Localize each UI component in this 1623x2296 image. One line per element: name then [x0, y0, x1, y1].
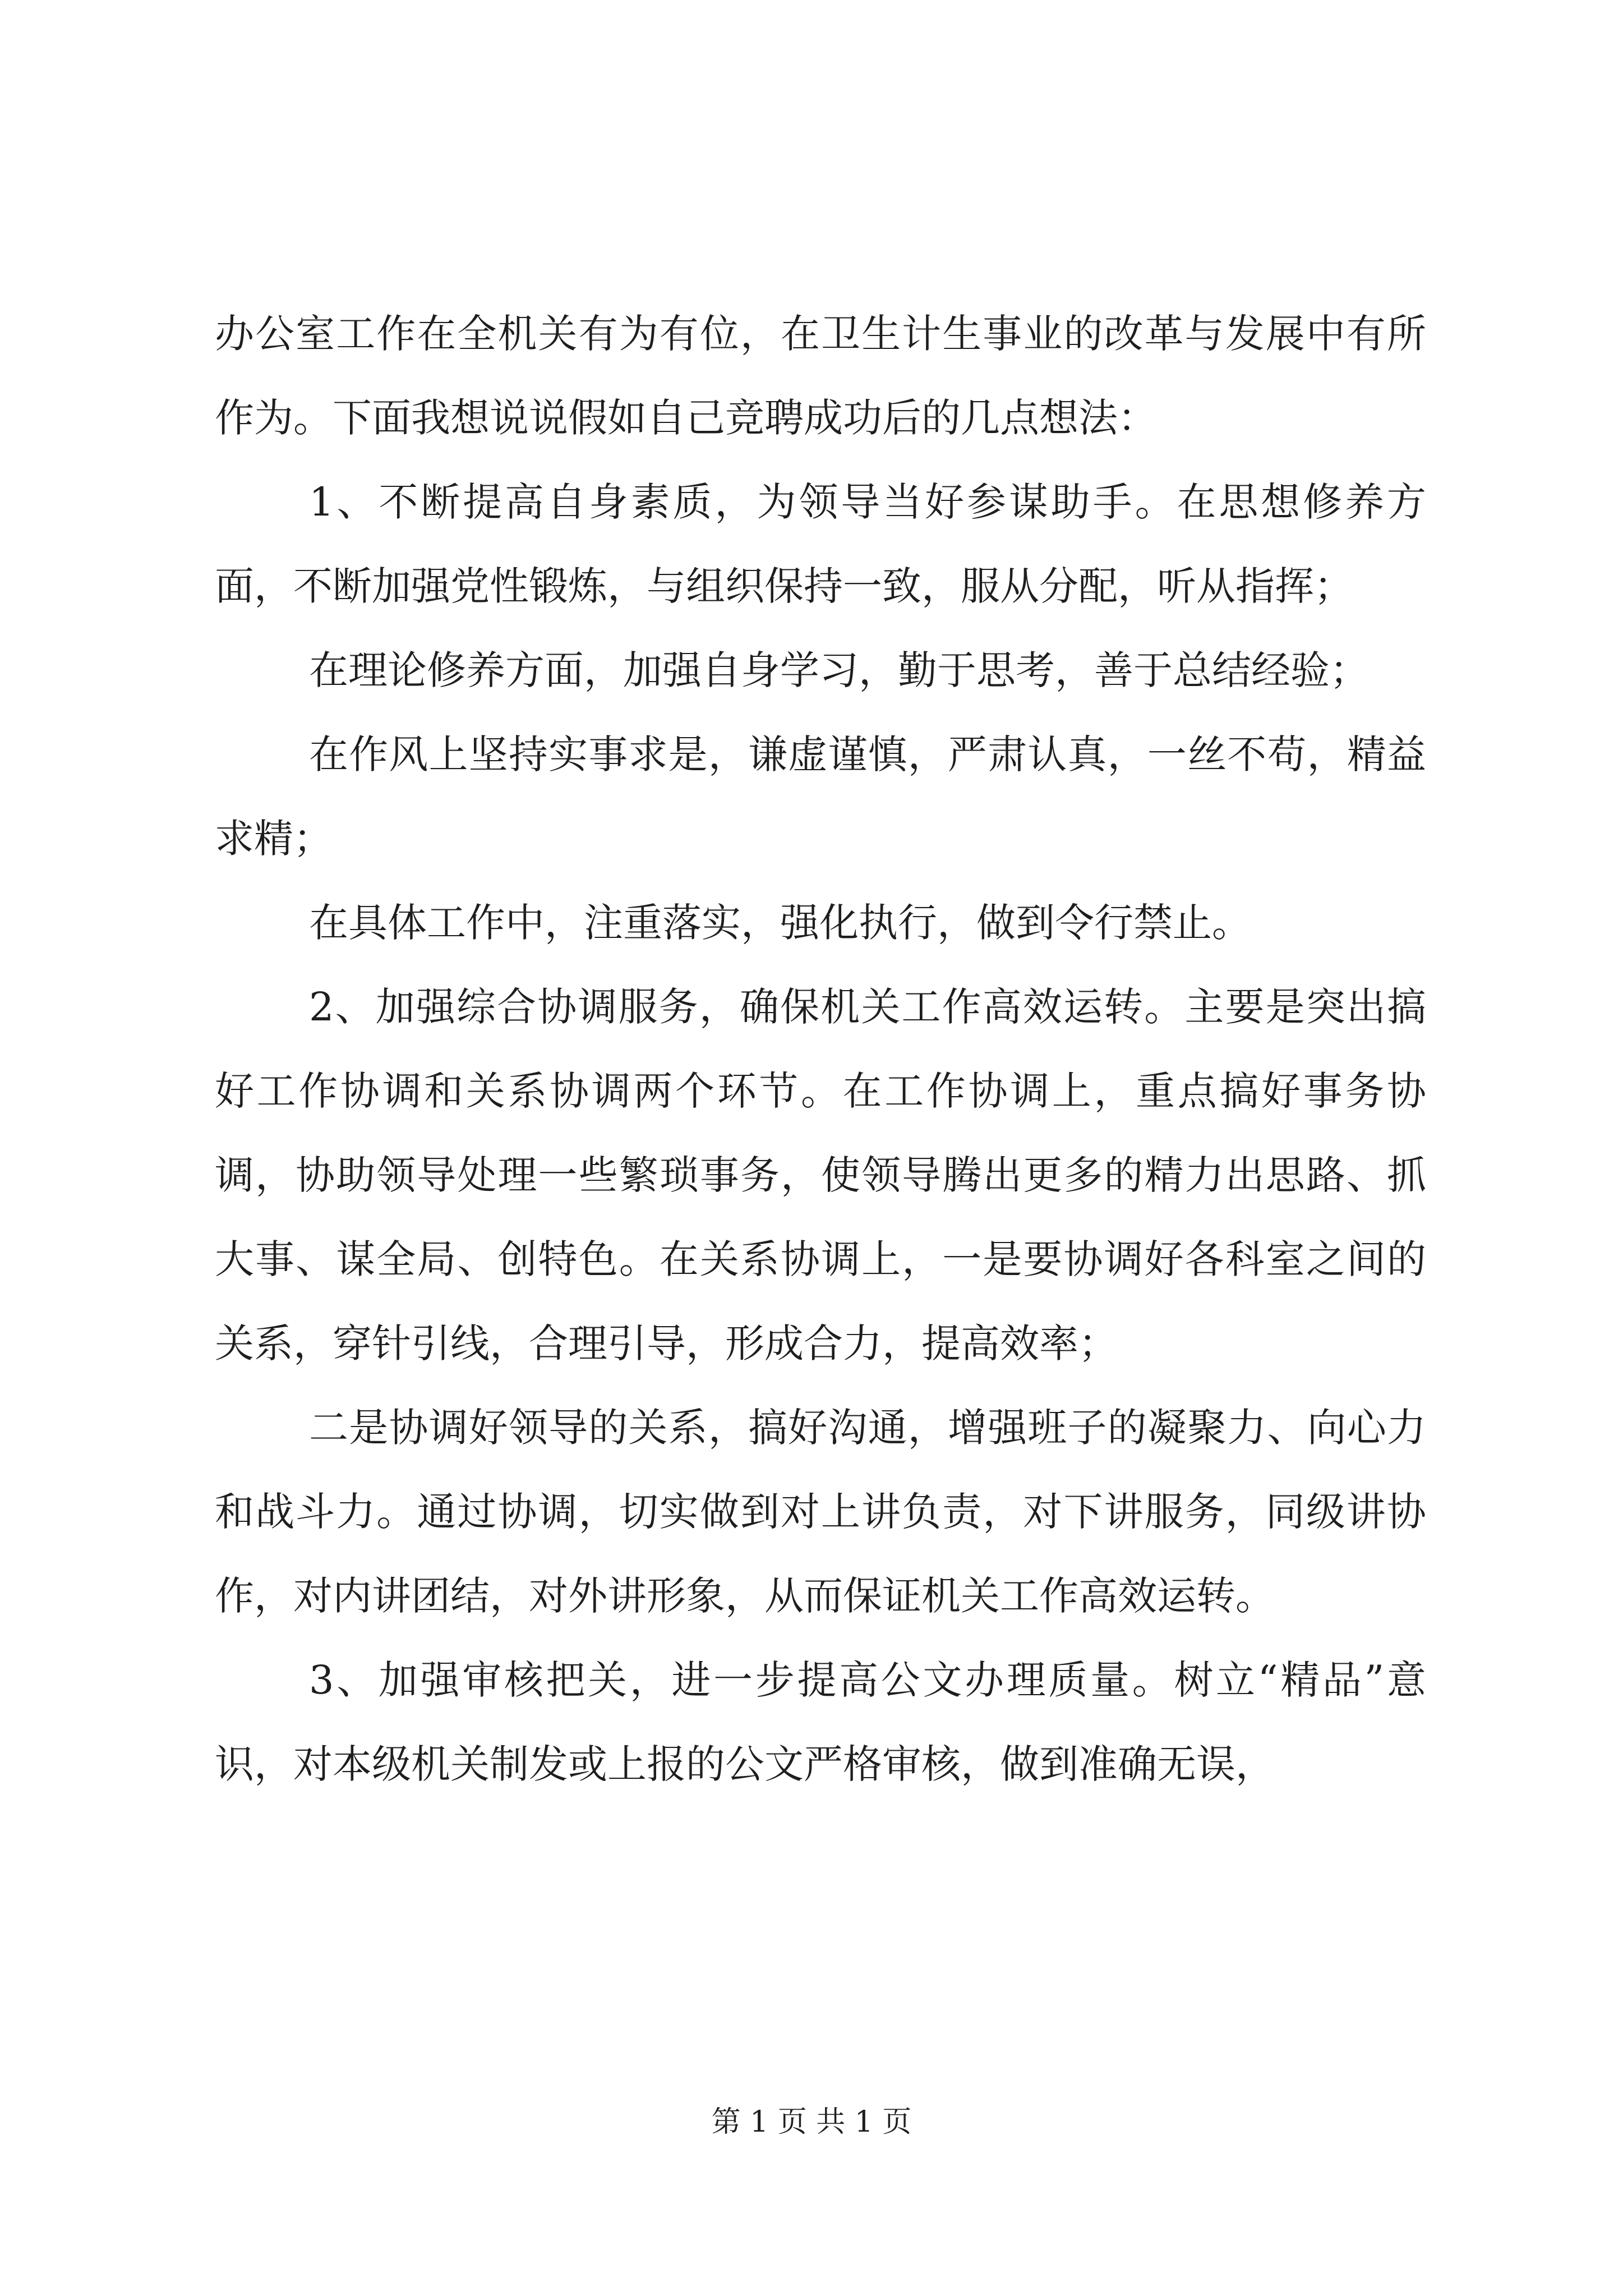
paragraph: 1、不断提高自身素质，为领导当好参谋助手。在思想修养方面，不断加强党性锻炼，与组织保持一致，服从分配，听从指挥；	[215, 479, 1426, 609]
paragraph: 二是协调好领导的关系，搞好沟通，增强班子的凝聚力、向心力和战斗力。通过协调，切实做到对上讲负责，对下讲服务，同级讲协作，对内讲团结，对外讲形象，从而保证机关工作高效运转。	[215, 1405, 1426, 1619]
document-body	[215, 292, 1426, 1806]
paragraph: 3、加强审核把关，进一步提高公文办理质量。树立“精品”意识，对本级机关制发或上报的公文严格审核，做到准确无误，	[215, 1657, 1426, 1787]
page-footer: 第 1 页 共 1 页	[711, 2105, 912, 2139]
paragraph: 在理论修养方面，加强自身学习，勤于思考，善于总结经验；	[309, 647, 1369, 693]
paragraph: 办公室工作在全机关有为有位，在卫生计生事业的改革与发展中有所作为。下面我想说说假如自己竞聘成功后的几点想法：	[215, 311, 1426, 441]
paragraph: 2、加强综合协调服务，确保机关工作高效运转。主要是突出搞好工作协调和关系协调两个环节。在工作协调上，重点搞好事务协调，协助领导处理一些繁琐事务，使领导腾出更多的精力出思路、抓大事、谋全局、创特色。在关系协调上，一是要协调好各科室之间的关系，穿针引线，合理引导，形成合力，提高效率；	[215, 984, 1426, 1366]
paragraph: 在具体工作中，注重落实，强化执行，做到令行禁止。	[309, 900, 1251, 946]
paragraph: 在作风上坚持实事求是，谦虚谨慎，严肃认真，一丝不苟，精益求精；	[215, 731, 1426, 862]
